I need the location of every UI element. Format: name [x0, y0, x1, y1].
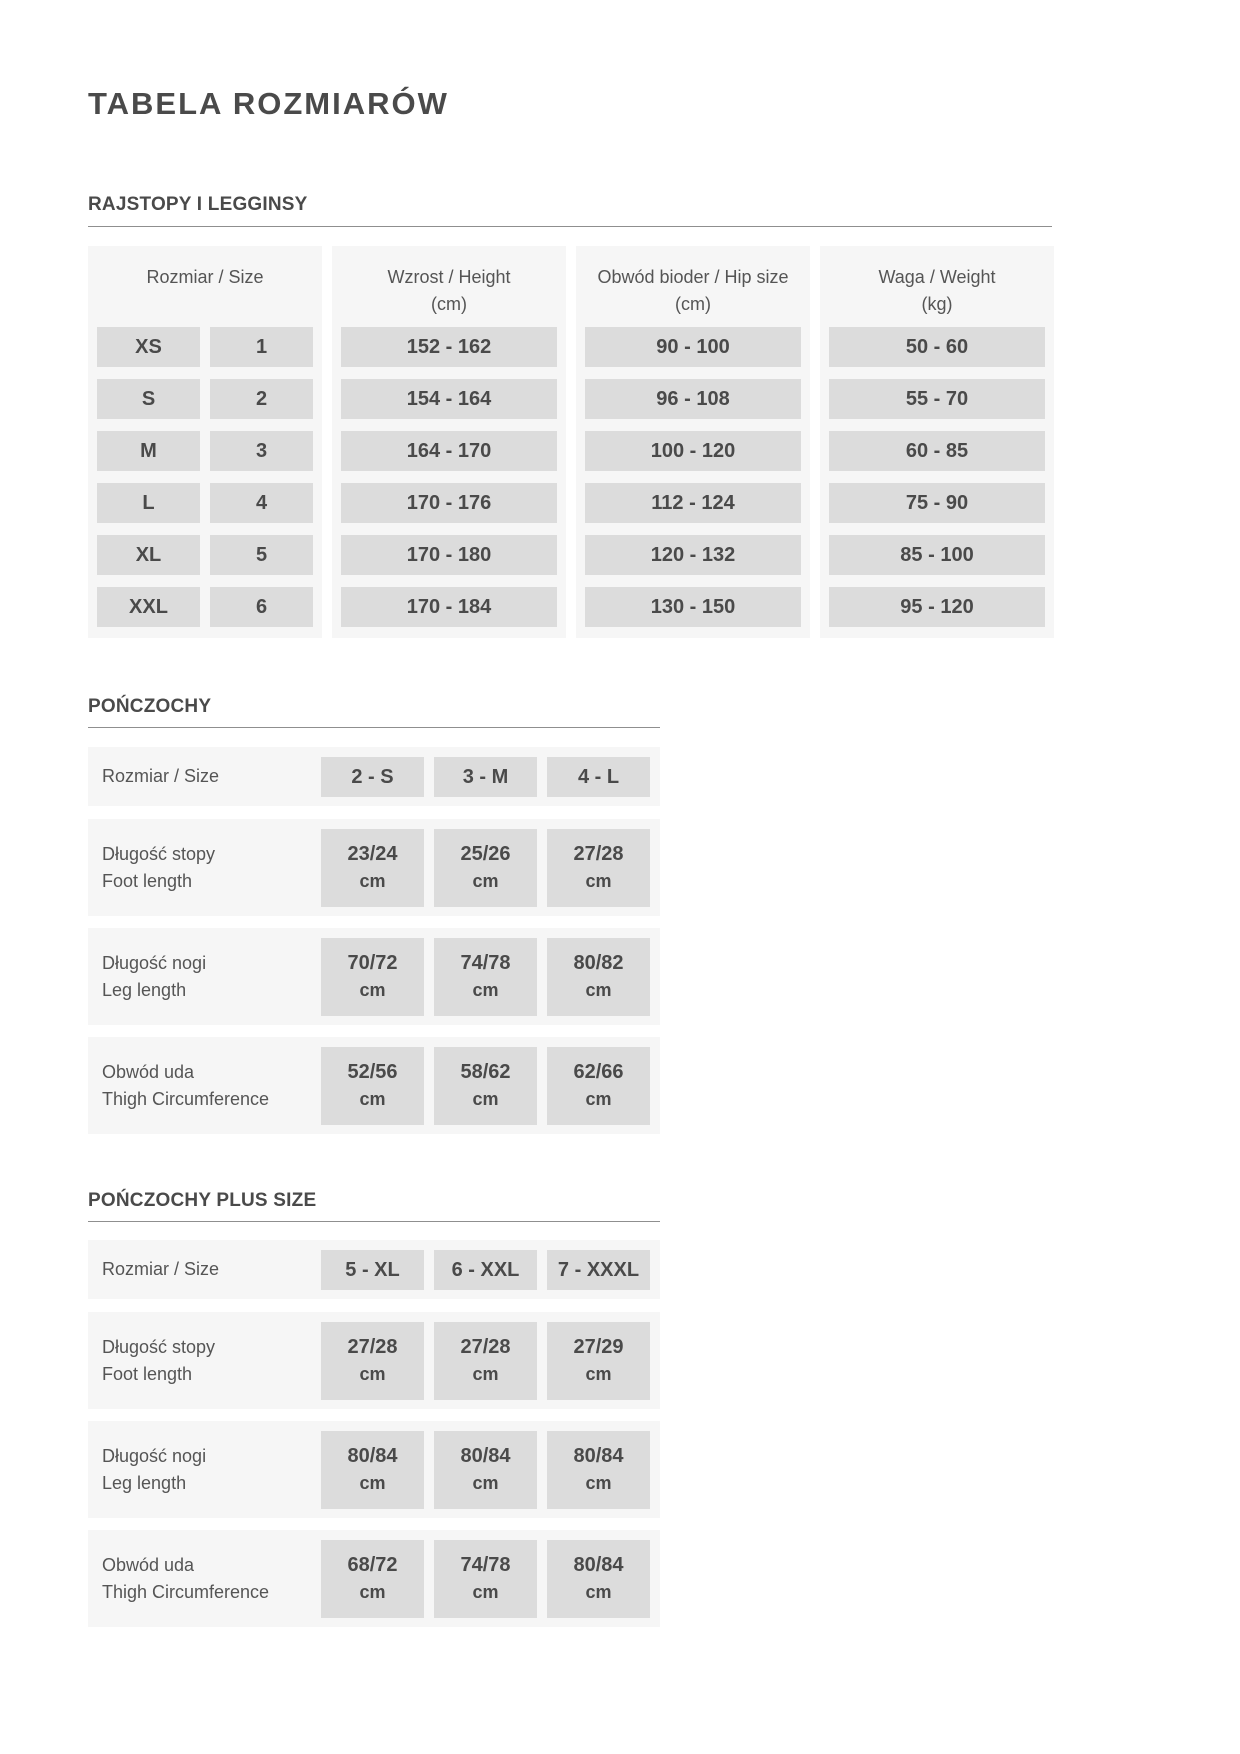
section-title-tights: RAJSTOPY I LEGGINSY [88, 194, 308, 215]
page-title: TABELA ROZMIARÓW [88, 86, 449, 121]
hip-cell: 130 - 150 [585, 587, 801, 627]
size-header-cell: 3 - M [434, 757, 537, 797]
hip-cell: 100 - 120 [585, 431, 801, 471]
section-divider [88, 727, 660, 728]
size-header-cell: 5 - XL [321, 1250, 424, 1290]
size-letter-cell: S [97, 379, 200, 419]
row-label: Długość stopy Foot length [102, 843, 216, 891]
weight-cell: 50 - 60 [829, 327, 1045, 367]
weight-cell: 85 - 100 [829, 535, 1045, 575]
height-cell: 164 - 170 [341, 431, 557, 471]
measurement-cell: 62/66 cm [547, 1047, 650, 1125]
weight-header: Waga / Weight (kg) [878, 267, 996, 314]
row-label: Długość nogi Leg length [102, 1445, 207, 1493]
hip-cell: 90 - 100 [585, 327, 801, 367]
measurement-cell: 58/62 cm [434, 1047, 537, 1125]
size-number-cell: 3 [210, 431, 313, 471]
hip-cell: 120 - 132 [585, 535, 801, 575]
height-cell: 152 - 162 [341, 327, 557, 367]
measurement-cell: 80/84 cm [434, 1431, 537, 1509]
hip-header: Obwód bioder / Hip size (cm) [597, 267, 789, 314]
height-cell: 170 - 176 [341, 483, 557, 523]
measurement-cell: 68/72 cm [321, 1540, 424, 1618]
row-label: Długość stopy Foot length [102, 1336, 216, 1384]
height-cell: 154 - 164 [341, 379, 557, 419]
size-header-cell: 2 - S [321, 757, 424, 797]
weight-cell: 55 - 70 [829, 379, 1045, 419]
measurement-cell: 25/26 cm [434, 829, 537, 907]
size-header-cell: 7 - XXXL [547, 1250, 650, 1290]
measurement-cell: 80/82 cm [547, 938, 650, 1016]
row-label: Obwód uda Thigh Circumference [102, 1554, 270, 1602]
section-title-stockings-plus: POŃCZOCHY PLUS SIZE [88, 1190, 317, 1211]
size-letter-cell: M [97, 431, 200, 471]
height-cell: 170 - 180 [341, 535, 557, 575]
hip-cell: 112 - 124 [585, 483, 801, 523]
section-divider [88, 1221, 660, 1222]
size-row-label: Rozmiar / Size [102, 766, 220, 786]
measurement-cell: 80/84 cm [321, 1431, 424, 1509]
size-row-label: Rozmiar / Size [102, 1259, 220, 1279]
hip-cell: 96 - 108 [585, 379, 801, 419]
measurement-cell: 74/78 cm [434, 938, 537, 1016]
size-letter-cell: XS [97, 327, 200, 367]
measurement-cell: 80/84 cm [547, 1540, 650, 1618]
size-number-cell: 2 [210, 379, 313, 419]
size-letter-cell: XL [97, 535, 200, 575]
size-header: Rozmiar / Size [146, 267, 264, 287]
weight-cell: 60 - 85 [829, 431, 1045, 471]
size-header-cell: 4 - L [547, 757, 650, 797]
row-label: Obwód uda Thigh Circumference [102, 1061, 270, 1109]
section-title-stockings: POŃCZOCHY [88, 696, 212, 717]
measurement-cell: 27/28 cm [434, 1322, 537, 1400]
row-label: Długość nogi Leg length [102, 952, 207, 1000]
measurement-cell: 80/84 cm [547, 1431, 650, 1509]
measurement-cell: 27/29 cm [547, 1322, 650, 1400]
size-header-cell: 6 - XXL [434, 1250, 537, 1290]
measurement-cell: 52/56 cm [321, 1047, 424, 1125]
size-number-cell: 4 [210, 483, 313, 523]
size-number-cell: 6 [210, 587, 313, 627]
section-divider [88, 226, 1052, 227]
weight-cell: 95 - 120 [829, 587, 1045, 627]
height-header: Wzrost / Height (cm) [387, 267, 511, 314]
weight-cell: 75 - 90 [829, 483, 1045, 523]
height-cell: 170 - 184 [341, 587, 557, 627]
measurement-cell: 70/72 cm [321, 938, 424, 1016]
measurement-cell: 74/78 cm [434, 1540, 537, 1618]
measurement-cell: 27/28 cm [321, 1322, 424, 1400]
size-letter-cell: XXL [97, 587, 200, 627]
measurement-cell: 27/28 cm [547, 829, 650, 907]
size-letter-cell: L [97, 483, 200, 523]
measurement-cell: 23/24 cm [321, 829, 424, 907]
size-number-cell: 5 [210, 535, 313, 575]
size-number-cell: 1 [210, 327, 313, 367]
